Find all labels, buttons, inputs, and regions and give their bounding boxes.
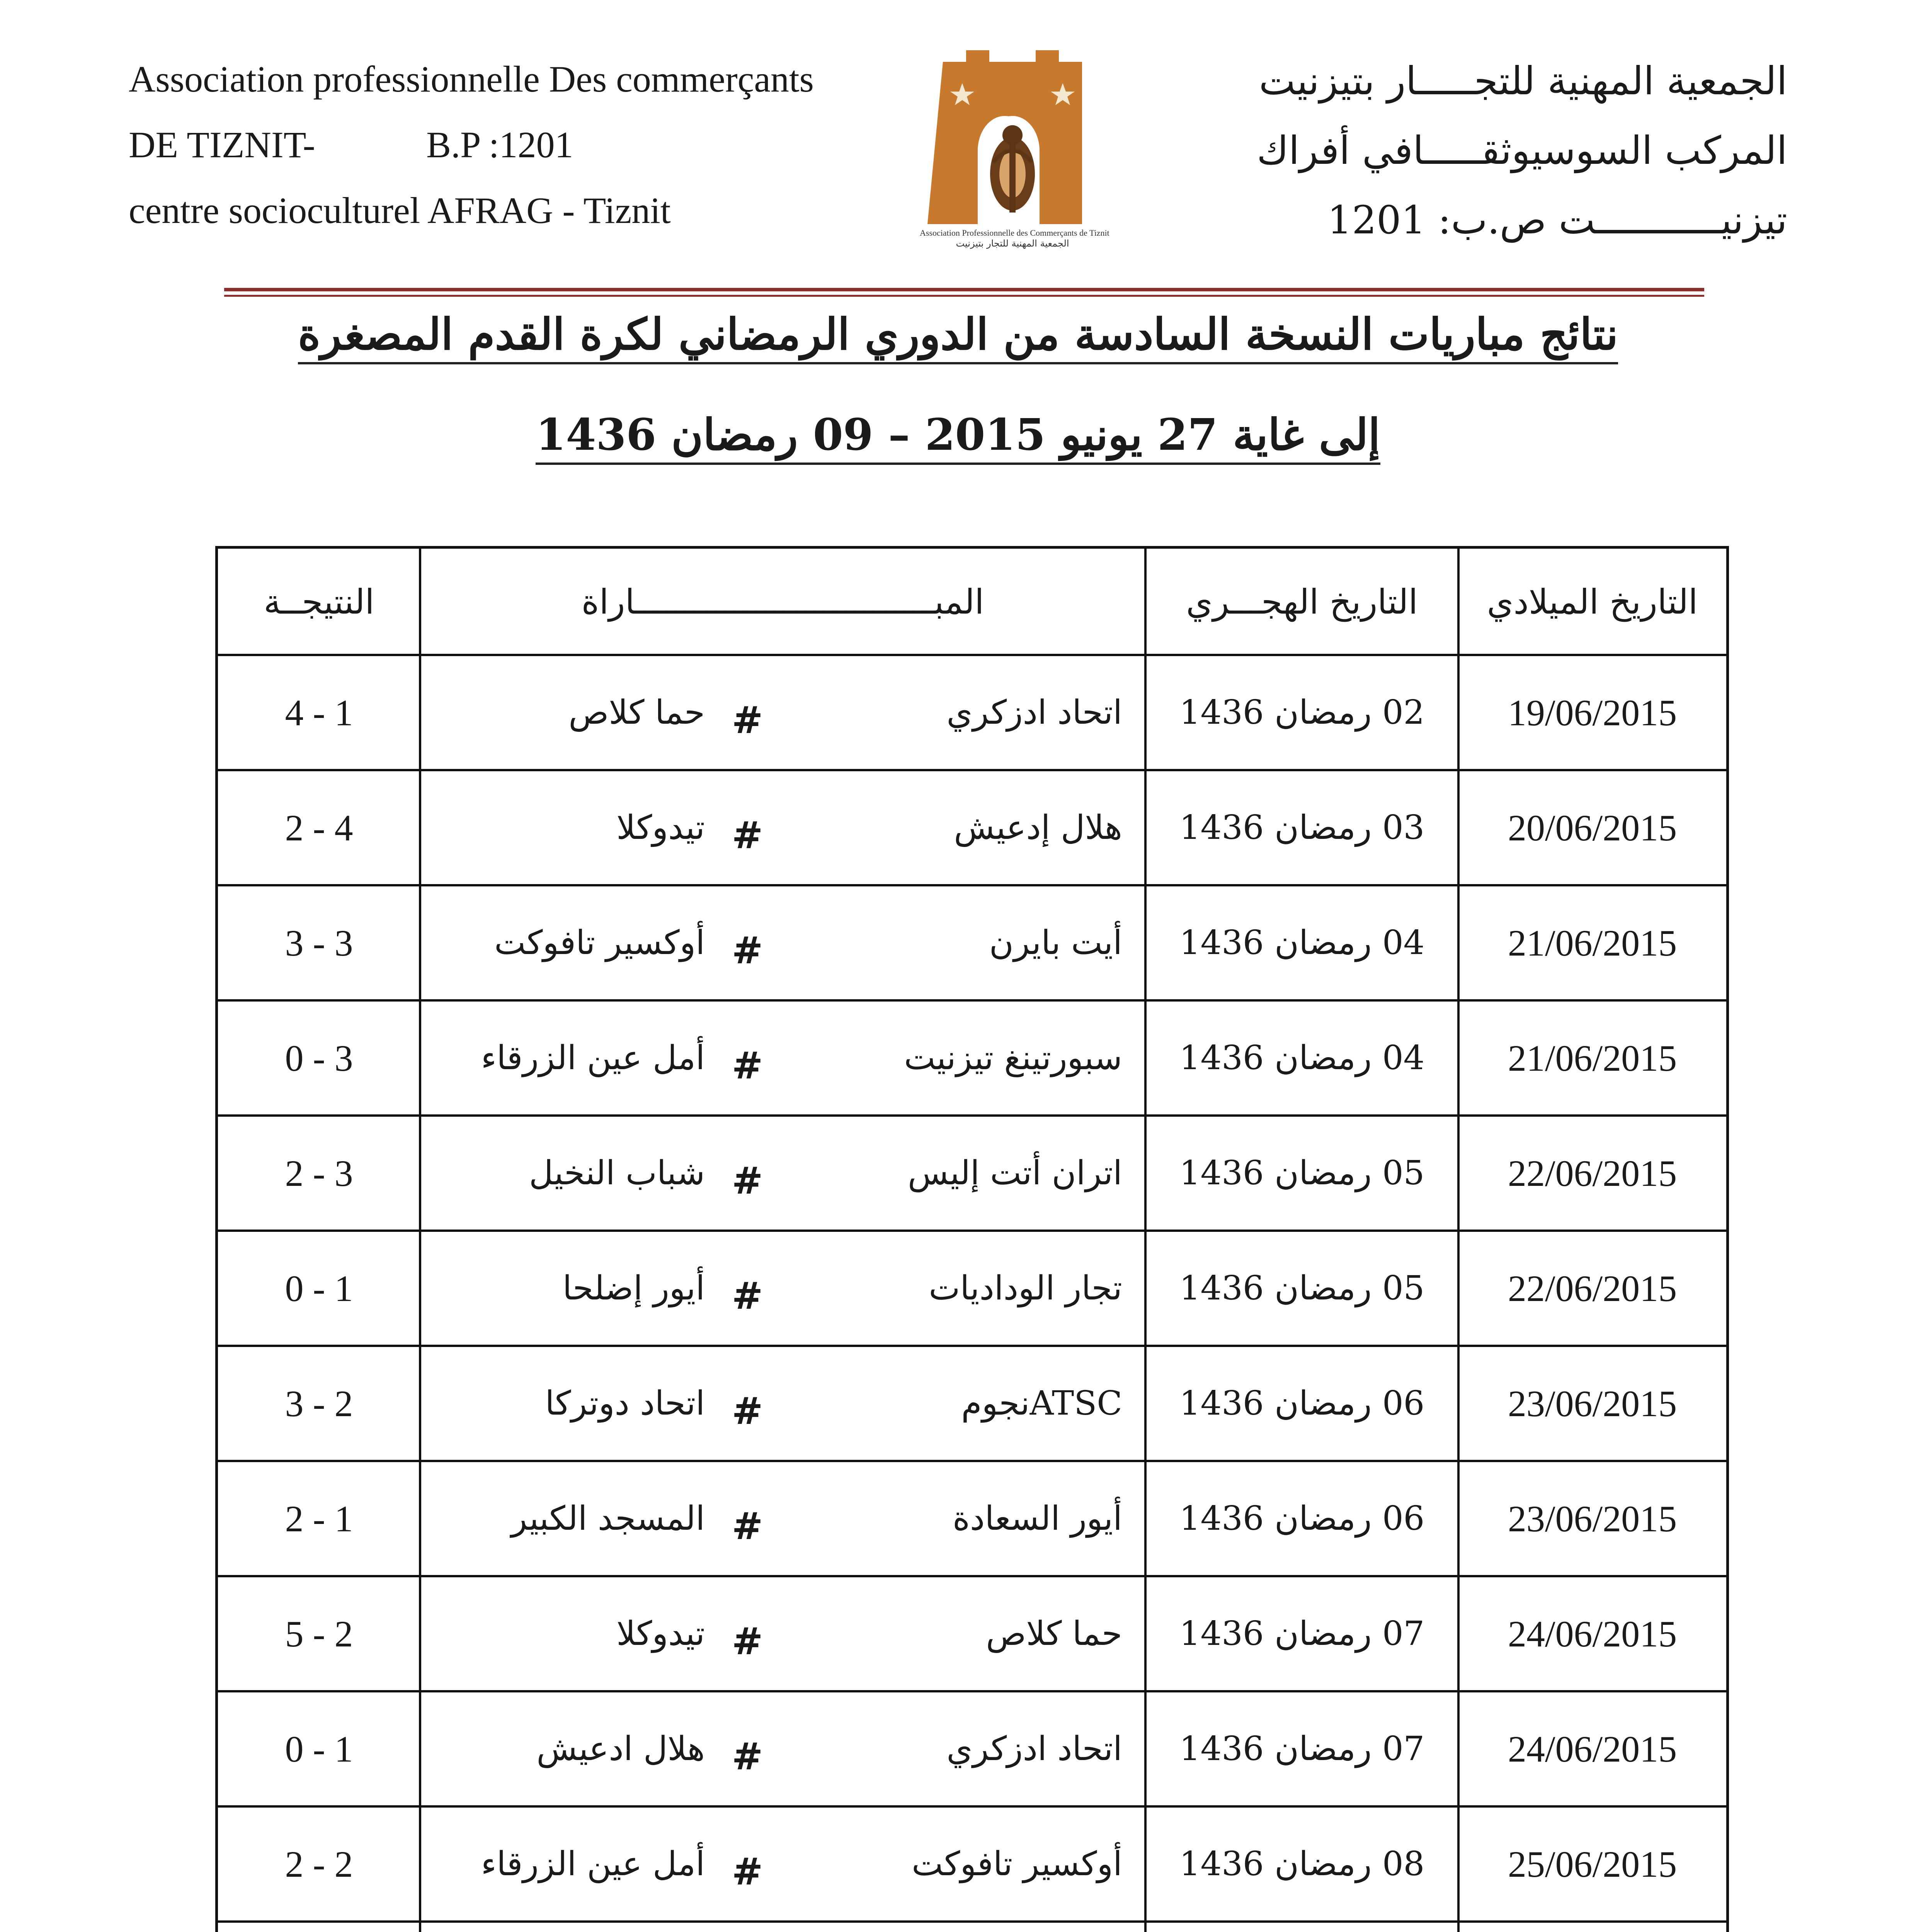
city-and-po-box-fr [129, 112, 894, 178]
gregorian-date: 22/06/2015 [1508, 1152, 1677, 1194]
away-team: حما كلاص [568, 693, 705, 732]
header-left-block [129, 46, 894, 243]
versus-marker: # [732, 1505, 763, 1548]
document-subtitle [0, 410, 1916, 460]
po-box-fr: B.P :1201 [426, 124, 573, 165]
match-score: 2 - 3 [285, 1383, 353, 1424]
versus-marker: # [732, 1044, 763, 1087]
versus-marker: # [732, 929, 763, 972]
match-score: 1 - 0 [285, 1728, 353, 1770]
header-hijri-date: التاريخ الهجـــري [1186, 582, 1418, 622]
match-score: 1 - 4 [285, 692, 353, 733]
header-rule-bottom [224, 295, 1704, 297]
versus-marker: # [732, 1389, 763, 1433]
center-name-ar: المركب السوسيوثقـــــافي أفراك [1257, 128, 1787, 173]
home-team: حما كلاص [986, 1614, 1122, 1653]
away-team: أوكسير تافوكت [494, 923, 705, 962]
hijri-date: 06 رمضان 1436 [1179, 1384, 1425, 1423]
gregorian-date: 21/06/2015 [1508, 922, 1677, 964]
home-team: اتحاد ادزكري [946, 1730, 1122, 1768]
home-team [790, 1922, 1122, 1932]
home-team: ATSCنجوم [961, 1384, 1122, 1423]
home-team: أوكسير تافوكت [912, 1845, 1122, 1883]
versus-marker [724, 1929, 771, 1932]
logo-caption-ar: الجمعية المهنية للتجار بتيزنيت [956, 238, 1069, 249]
hijri-date: 05 رمضان 1436 [1179, 1154, 1425, 1192]
hijri-date: 04 رمضان 1436 [1179, 1039, 1425, 1077]
home-team: اتران أتت إليس [908, 1154, 1122, 1192]
home-team: سبورتينغ تيزنيت [904, 1039, 1122, 1077]
match-score: 3 - 2 [285, 1152, 353, 1194]
away-team: تيدوكلا [616, 1614, 705, 1653]
gregorian-date: 24/06/2015 [1508, 1613, 1677, 1655]
gregorian-date: 19/06/2015 [1508, 692, 1677, 733]
association-name-fr: Association professionnelle Des commerçants [129, 58, 814, 100]
header-right-block [1130, 46, 1787, 255]
document-title [0, 309, 1916, 360]
hijri-date: 08 رمضان 1436 [1179, 1845, 1425, 1883]
away-team: هلال ادعيش [536, 1730, 705, 1768]
home-team: هلال إدعيش [954, 808, 1122, 847]
gregorian-date: 23/06/2015 [1508, 1383, 1677, 1424]
gregorian-date: 20/06/2015 [1508, 807, 1677, 849]
hijri-date: 04 رمضان 1436 [1179, 923, 1425, 962]
away-team: أمل عين الزرقاء [481, 1845, 705, 1883]
versus-marker: # [732, 1735, 763, 1778]
document-title-text: نتائج مباريات النسخة السادسة من الدوري الرمضاني لكرة القدم المصغرة [298, 309, 1618, 364]
versus-marker: # [732, 1159, 763, 1202]
hijri-date: 03 رمضان 1436 [1179, 808, 1425, 847]
fortress-logo-icon [920, 46, 1105, 228]
versus-marker: # [732, 699, 763, 742]
header-match: المبــــــــــــــــــــــــــــــاراة [581, 582, 984, 622]
gregorian-date: 23/06/2015 [1508, 1498, 1677, 1539]
document-subtitle-text: إلى غاية 27 يونيو 2015 – 09 رمضان 1436 [536, 410, 1380, 465]
match-score [218, 1922, 420, 1932]
center-address-fr: centre socioculturel AFRAG - Tiznit [129, 190, 671, 231]
association-logo [920, 46, 1109, 263]
away-team: أمل عين الزرقاء [481, 1039, 705, 1077]
home-team: أيت بايرن [989, 923, 1122, 962]
results-table [215, 546, 1729, 1932]
home-team: اتحاد ادزكري [946, 693, 1122, 732]
match-score: 1 - 2 [285, 1498, 353, 1539]
association-name-ar: الجمعية المهنية للتجـــــار بتيزنيت [1259, 58, 1787, 104]
header-rule-top [224, 288, 1704, 291]
hijri-date: 07 رمضان 1436 [1179, 1614, 1425, 1653]
gregorian-date: 21/06/2015 [1508, 1037, 1677, 1079]
match-score: 3 - 0 [285, 1037, 353, 1079]
away-team: اتحاد دوتركا [545, 1384, 705, 1423]
gregorian-date: 22/06/2015 [1508, 1267, 1677, 1309]
versus-marker: # [732, 814, 763, 857]
header-gregorian-date: التاريخ الميلادي [1487, 582, 1698, 622]
match-score: 1 - 0 [285, 1267, 353, 1309]
gregorian-date [1458, 1922, 1726, 1932]
away-team: المسجد الكبير [511, 1499, 705, 1538]
hijri-date: 06 رمضان 1436 [1179, 1499, 1425, 1538]
city-po-box-ar: تيزنيـــــــــــت ص.ب: 1201 [1327, 197, 1787, 243]
hijri-date: 07 رمضان 1436 [1179, 1730, 1425, 1768]
home-team: أيور السعادة [953, 1499, 1122, 1538]
away-team [459, 1922, 705, 1932]
away-team: تيدوكلا [616, 808, 705, 847]
gregorian-date: 25/06/2015 [1508, 1843, 1677, 1885]
match-score: 2 - 2 [285, 1843, 353, 1885]
versus-marker: # [732, 1274, 763, 1318]
hijri-date: 02 رمضان 1436 [1179, 693, 1425, 732]
gregorian-date: 24/06/2015 [1508, 1728, 1677, 1770]
home-team: تجار الوداديات [929, 1269, 1122, 1308]
hijri-date: 05 رمضان 1436 [1179, 1269, 1425, 1308]
city-fr: DE TIZNIT- [129, 124, 315, 165]
match-score: 2 - 5 [285, 1613, 353, 1655]
match-score: 4 - 2 [285, 807, 353, 849]
logo-caption-fr: Association Professionnelle des Commerçants de Tiznit [920, 228, 1109, 238]
away-team: أيور إضلحا [562, 1269, 705, 1308]
match-score: 3 - 3 [285, 922, 353, 964]
header-result: النتيجــة [264, 582, 374, 622]
versus-marker: # [732, 1620, 763, 1663]
hijri-date [1145, 1922, 1458, 1932]
away-team: شباب النخيل [529, 1154, 705, 1192]
versus-marker: # [732, 1850, 763, 1893]
